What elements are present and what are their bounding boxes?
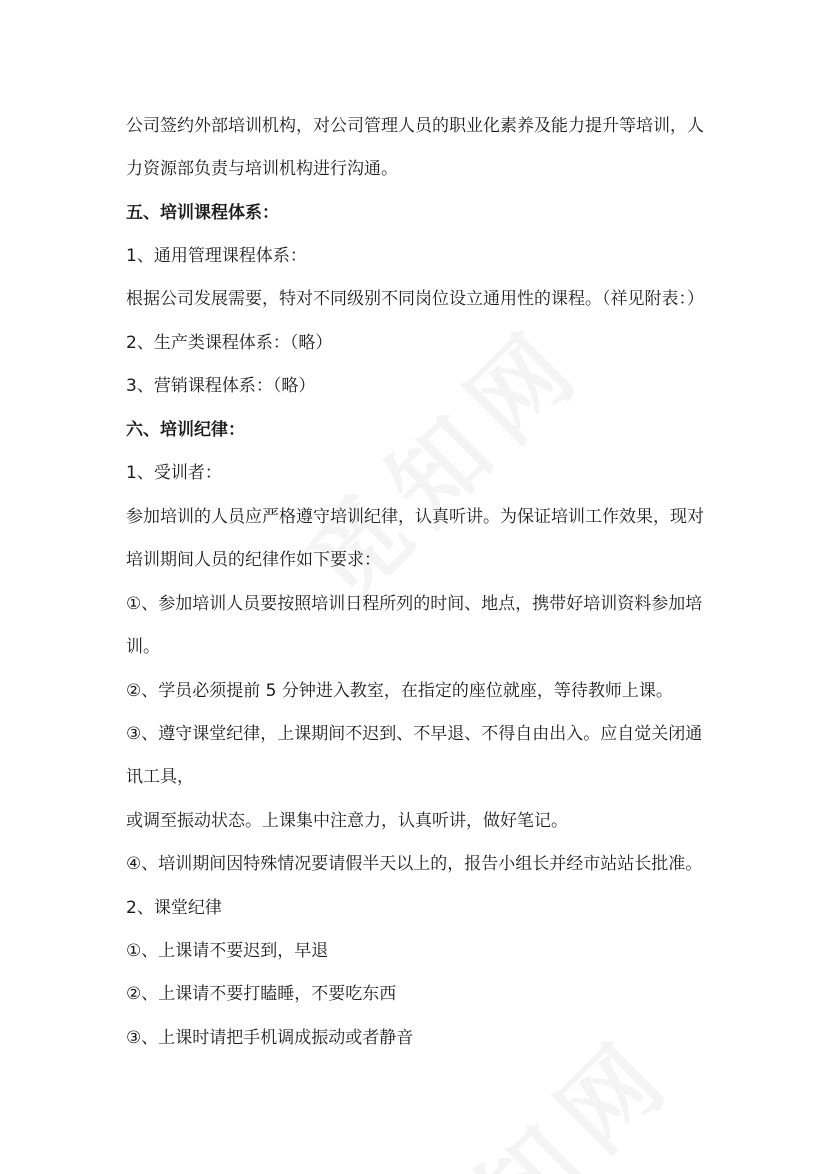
list-item-continued: 或调至振动状态。上课集中注意力，认真听讲，做好笔记。 [126, 811, 568, 831]
watermark [362, 999, 701, 1174]
paragraph-line: 培训期间人员的纪律作如下要求： [126, 550, 381, 570]
list-item: ④、培训期间因特殊情况要请假半天以上的，报告小组长并经市站站长批准。 [126, 854, 703, 874]
section-heading: 五、培训课程体系： [126, 203, 279, 223]
list-item: ③、上课时请把手机调成振动或者静音 [126, 1028, 414, 1048]
paragraph-line: 参加培训的人员应严格遵守培训纪律，认真听讲。为保证培训工作效果，现对 [126, 507, 704, 527]
list-item: ①、参加培训人员要按照培训日程所列的时间、地点，携带好培训资料参加培 [126, 594, 703, 614]
list-item: ②、学员必须提前 5 分钟进入教室，在指定的座位就座，等待教师上课。 [126, 681, 673, 701]
list-item-continued: 训。 [126, 637, 160, 657]
subsection-heading: 1、受训者： [126, 463, 222, 483]
paragraph-line: 根据公司发展需要，特对不同级别不同岗位设立通用性的课程。（祥见附表：） [126, 289, 704, 309]
subsection-heading: 2、课堂纪律 [126, 898, 222, 918]
list-item: ②、上课请不要打瞌睡，不要吃东西 [126, 984, 397, 1004]
list-item: ①、上课请不要迟到，早退 [126, 941, 329, 961]
list-item: ③、遵守课堂纪律，上课期间不迟到、不早退、不得自由出入。应自觉关闭通 [126, 724, 703, 744]
subsection-heading: 3、营销课程体系：（略） [126, 376, 316, 396]
list-item-continued: 讯工具， [126, 767, 194, 787]
subsection-heading: 2、生产类课程体系：（略） [126, 333, 333, 353]
paragraph-line: 公司签约外部培训机构，对公司管理人员的职业化素养及能力提升等培训，人 [126, 116, 704, 136]
paragraph-line: 力资源部负责与培训机构进行沟通。 [126, 159, 398, 179]
section-heading: 六、培训纪律： [126, 420, 245, 440]
subsection-heading: 1、通用管理课程体系： [126, 246, 307, 266]
